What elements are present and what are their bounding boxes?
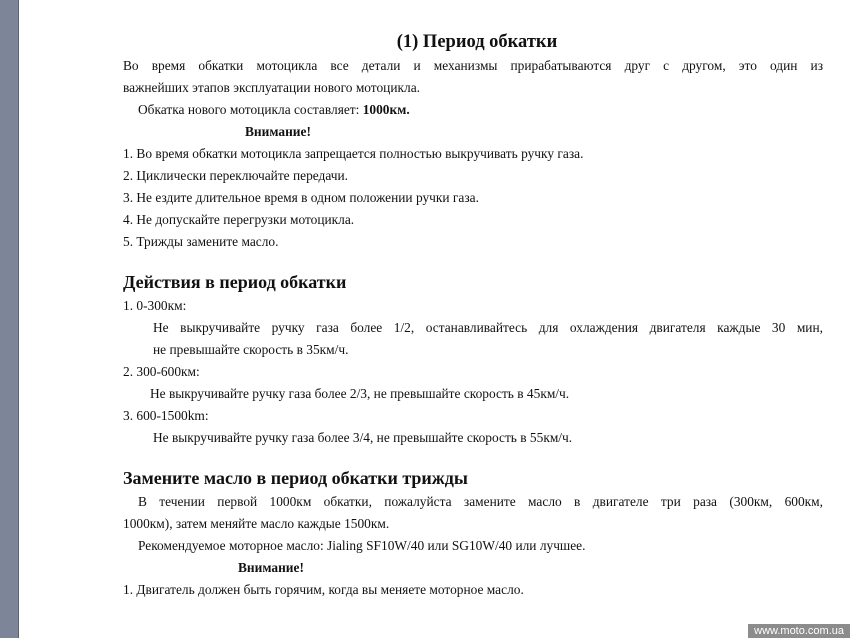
document-page [19,0,850,638]
intro-mileage [123,99,823,121]
stage-1-label: 1. 0-300км: [123,298,187,313]
document-content [123,30,823,601]
rule-item-2: 2. Циклически переключайте передачи. [123,168,349,183]
attention-heading-1: Внимание! [245,124,311,139]
rule-item-4: 4. Не допускайте перегрузки мотоцикла. [123,212,355,227]
oil-line-2: 1000км), затем меняйте масло каждые 1500км. [123,516,390,531]
stage-1-line-1: Не выкручивайте ручку газа более 1/2, останавливайтесь для охлаждения двигателя каждые 30 мин, [153,320,823,335]
stage-1-line-2: не превышайте скорость в 35км/ч. [153,342,349,357]
rule-item-3: 3. Не ездите длительное время в одном положении ручки газа. [123,190,479,205]
page-title: (1) Период обкатки [396,32,558,52]
oil-line-1: В течении первой 1000км обкатки, пожалуйста замените масло в двигателе три раза (300км, 600км, [138,494,823,509]
stage-3-label: 3. 600-1500km: [123,408,209,423]
section-title-oil: Замените масло в период обкатки трижды [123,468,468,488]
stage-2-line-1: Не выкручивайте ручку газа более 2/3, не превышайте скорость в 45км/ч. [150,386,570,401]
intro-mileage-text: Обкатка нового мотоцикла составляет: [138,102,363,117]
intro-mileage-value: 1000км. [362,102,410,117]
intro-line-1: Во время обкатки мотоцикла все детали и механизмы прирабатываются друг с другом, это один из [123,58,823,73]
stage-3-line-1: Не выкручивайте ручку газа более 3/4, не превышайте скорость в 55км/ч. [153,430,573,445]
oil-recommendation: Рекомендуемое моторное масло: Jialing SF10W/40 или SG10W/40 или лучшее. [138,538,586,553]
site-credit: www.moto.com.ua [748,624,850,638]
intro-line-2: важнейших этапов эксплуатации нового мотоцикла. [123,80,420,95]
attention-heading-2: Внимание! [238,560,304,575]
section-title-actions: Действия в период обкатки [123,272,347,292]
stage-2-label: 2. 300-600км: [123,364,200,379]
oil-rule-1: 1. Двигатель должен быть горячим, когда вы меняете моторное масло. [123,582,524,597]
rule-item-5: 5. Трижды замените масло. [123,234,279,249]
rule-item-1: 1. Во время обкатки мотоцикла запрещается полностью выкручивать ручку газа. [123,146,584,161]
left-border [0,0,19,638]
